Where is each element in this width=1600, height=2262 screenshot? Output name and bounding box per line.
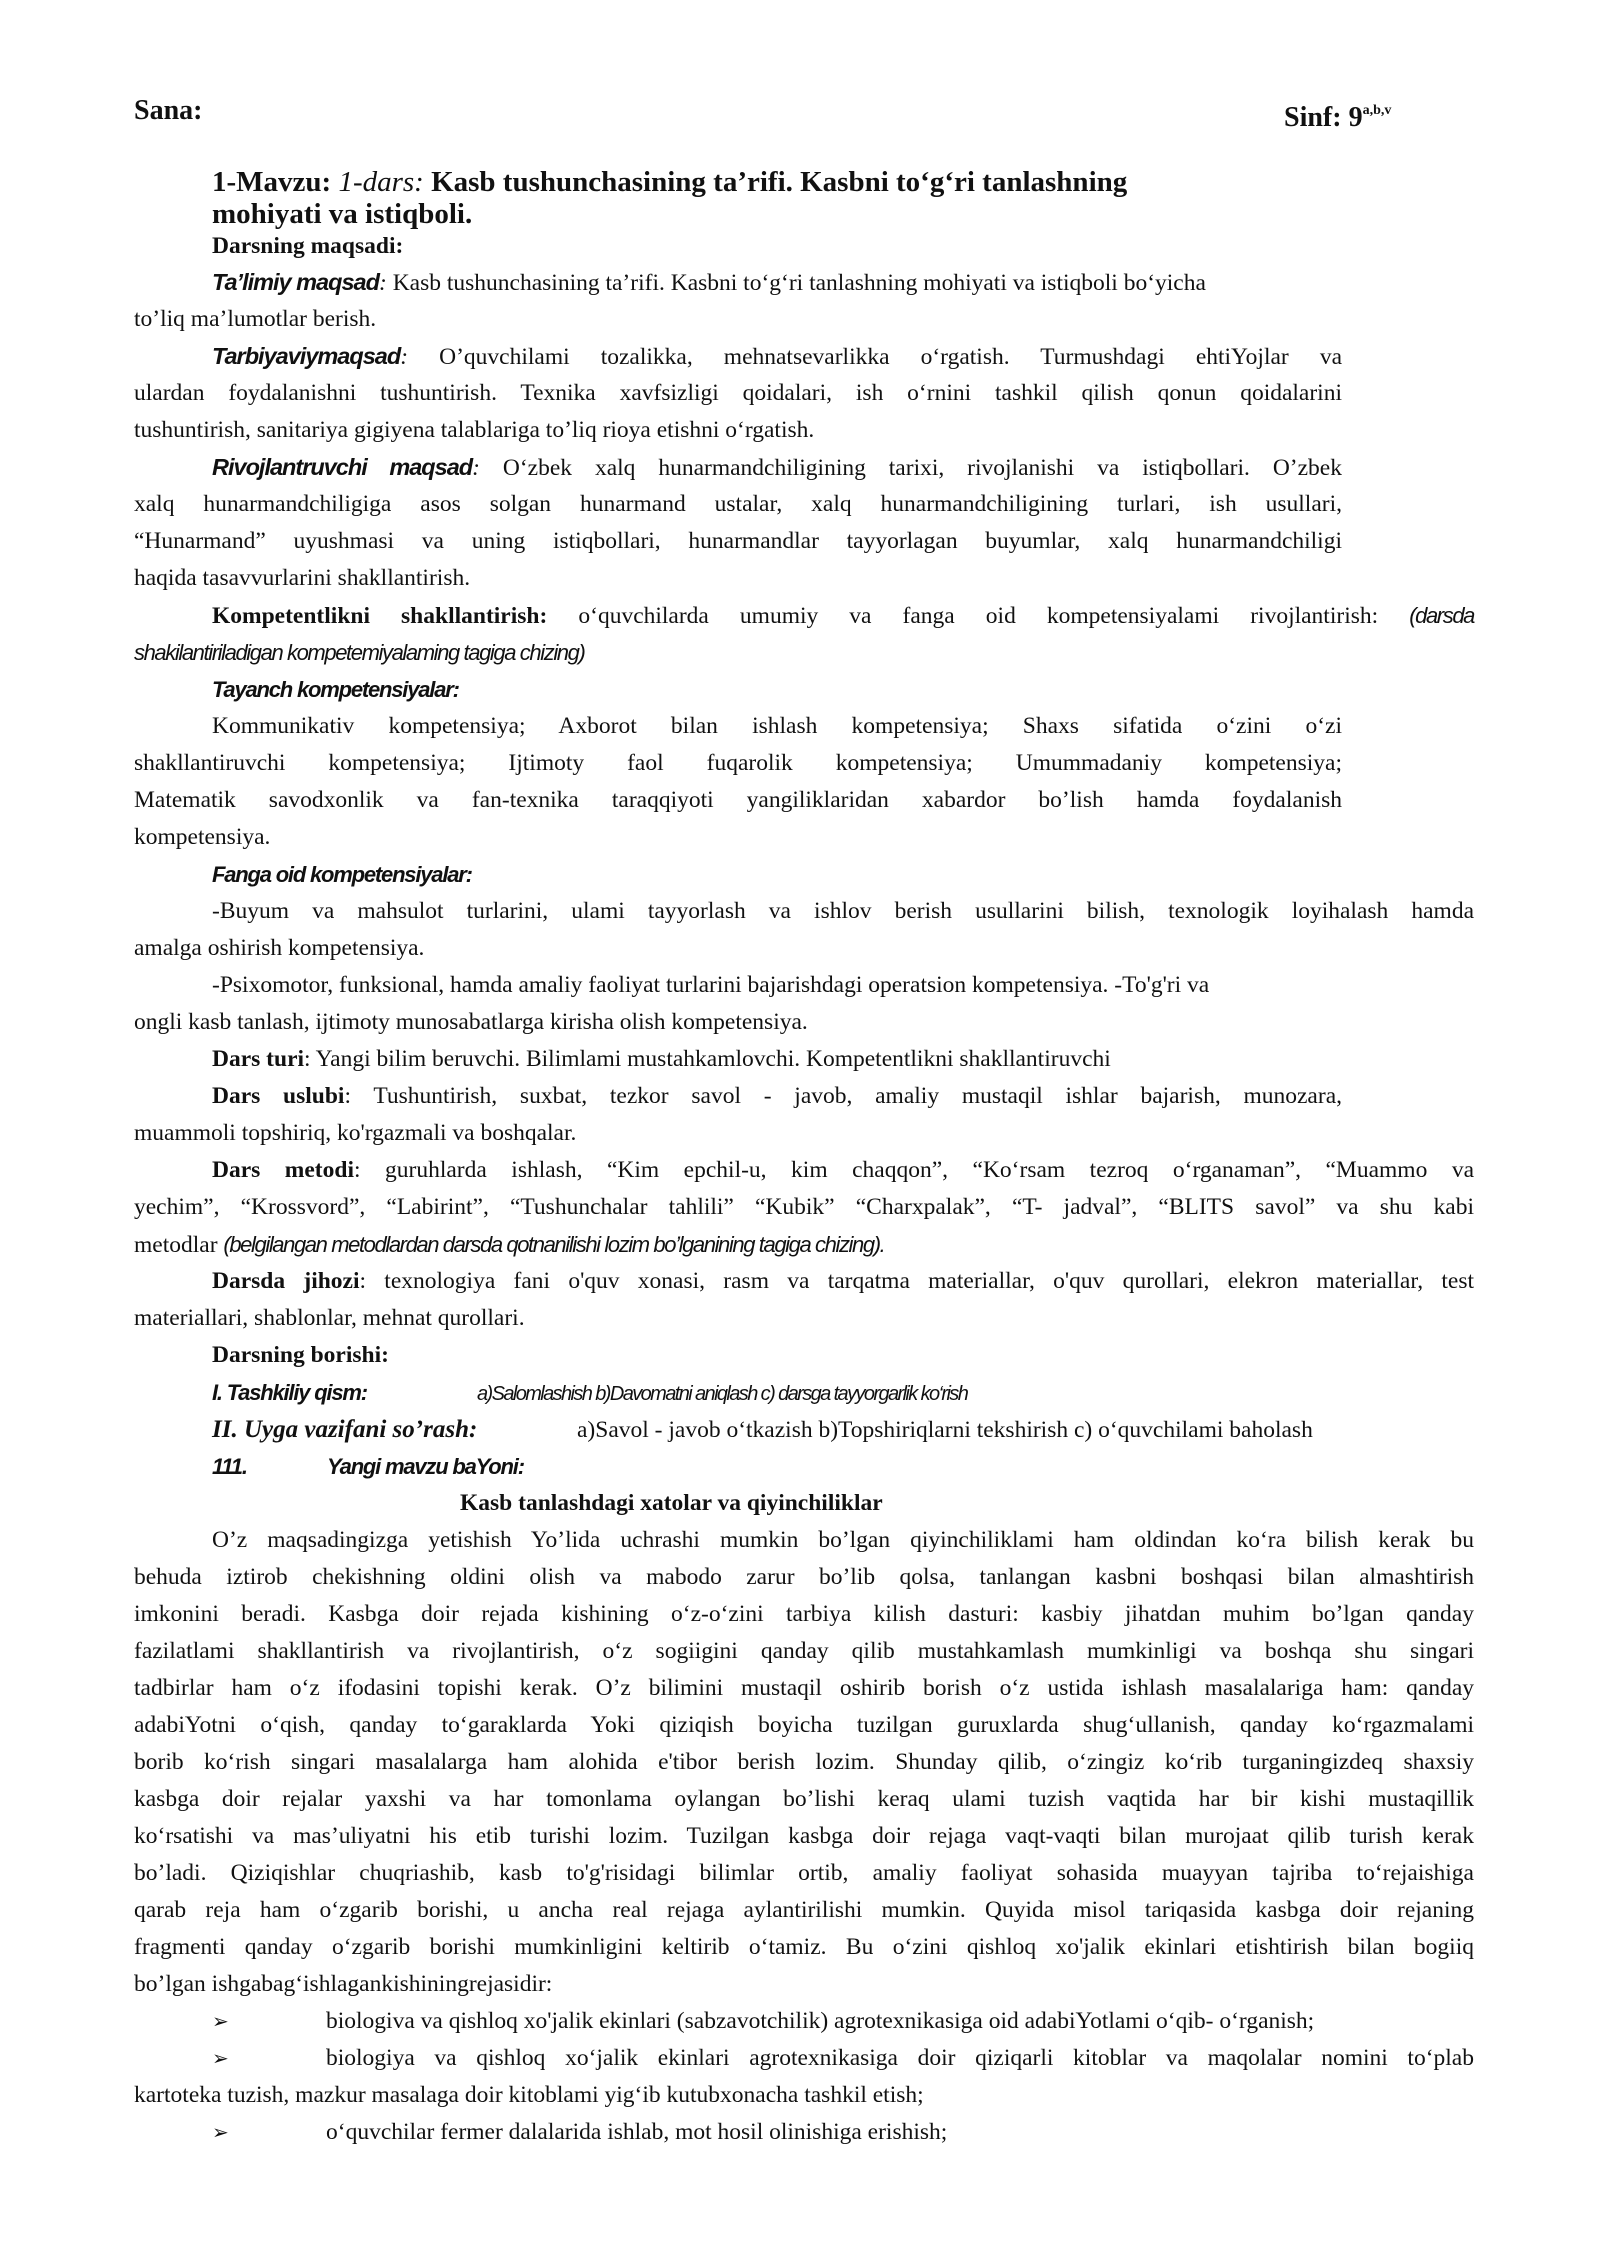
section-title: Kasb tanlashdagi xatolar va qiyinchiliklar [460,1490,883,1516]
lesson-equipment: Darsda jihozi: texnologiya fani o'quv xonasi, rasm va tarqatma materiallar, o'quv qurollari, elekron materiallar, test [212,1268,1474,1294]
upbringing-goal-cont2: tushuntirish, sanitariya gigiyena talablariga to’liq rioya etishni o‘rgatish. [134,417,815,443]
paragraph-line: O’z maqsadingizga yetishish Yo’lida uchrashi mumkin bo’lgan qiyinchiliklami ham oldindan ko‘ra bilish kerak bu [212,1527,1474,1553]
paragraph-line: qarab reja ham o‘zgarib borishi, u ancha real rejaga aylantirilishi mumkin. Quyida misol tariqasida kasbga doir rejaning [134,1897,1474,1923]
educational-goal: Ta’limiy maqsad: Kasb tushunchasining ta’rifi. Kasbni to‘g‘ri tanlashning mohiyati va istiqboli bo‘yicha [212,269,1206,296]
paragraph-line: bo’lgan ishgabag‘ishlagankishiningrejasidir: [134,1971,553,1997]
list-item: biologiva va qishloq xo'jalik ekinlari (sabzavotchilik) agrotexnikasiga oid adabiYotlami o‘qib- o‘rganish; [326,2008,1315,2034]
paragraph-line: fragmenti qanday o‘zgarib borishi mumkinligini keltirib o‘tamiz. Bu o‘zini qishloq xo'jalik ekinlari etishtirish bilan bogiiq [134,1934,1474,1960]
paragraph-line: ko‘rsatishi va mas’uliyatni his etib turishi lozim. Tuzilgan kasbga doir rejaga vaqt-vaqti bilan murojaat qilib turish kerak [134,1823,1474,1849]
objectives-heading: Darsning maqsadi: [212,233,404,259]
core-competencies-cont: shakllantiruvchi kompetensiya; Ijtimoty faol fuqarolik kompetensiya; Umummadaniy kompetensiya; [134,750,1342,776]
lesson-method-cont: yechim”, “Krossvord”, “Labirint”, “Tushunchalar tahlili” “Kubik” “Charxpalak”, “T- jadval”, “BLITS savol” va shu kabi [134,1194,1474,1220]
list-item: o‘quvchilar fermer dalalarida ishlab, mot hosil olinishiga erishish; [326,2119,948,2145]
lesson-title-line2: mohiyati va istiqboli. [212,198,473,230]
paragraph-line: kasbga doir rejalar yaxshi va har tomonlama oylangan bo’lishi keraq ulami tuzish vaqtida har bir kishi mustaqillik [134,1786,1474,1812]
stage-organizational: I. Tashkiliy qism: a)Salomlashish b)Davomatni aniqlash c) darsga tayyorgarlik ko‘rish [212,1380,968,1405]
date-label: Sana: [134,95,203,126]
list-item-cont: kartoteka tuzish, mazkur masalaga doir kitoblami yig‘ib kutubxonacha tashkil etish; [134,2082,924,2108]
paragraph-line: behuda iztirob chekishning oldini olish va mabodo zarur bo’lib qolsa, tanlangan kasbni boshqasi bilan almashtirish [134,1564,1474,1590]
paragraph-line: borib ko‘rish singari masalalarga ham alohida e'tibor berish lozim. Shunday qilib, o‘zingiz ko‘rib turganingizdeq shaxsiy [134,1749,1474,1775]
developmental-goal: Rivojlantruvchi maqsad: O‘zbek xalq hunarmandchiligining tarixi, rivojlanishi va istiqbollari. O’zbek [212,454,1342,481]
lesson-title: 1-Mavzu: 1-dars: Kasb tushunchasining ta’rifi. Kasbni to‘g‘ri tanlashning [212,166,1128,198]
list-item: biologiya va qishloq xo‘jalik ekinlari agrotexnikasiga doir qiziqarli kitoblar va maqolalar nomini to‘plab [326,2045,1474,2071]
arrow-bullet-icon: ➢ [212,2120,229,2144]
paragraph-line: fazilatlami shakllantirish va rivojlantirish, o‘z sogiigini qanday qilib mustahkamlash mumkinligi va boshqa shu singari [134,1638,1474,1664]
lesson-method: Dars metodi: guruhlarda ishlash, “Kim epchil-u, kim chaqqon”, “Ko‘rsam tezroq o‘rganaman”, “Muammo va [212,1157,1474,1183]
lesson-type: Dars turi: Yangi bilim beruvchi. Bilimlami mustahkamlovchi. Kompetentlikni shakllantiruvchi [212,1046,1111,1072]
developmental-goal-cont3: haqida tasavvurlarini shakllantirish. [134,565,471,591]
class-label: Sinf: 9$^{a,b,v}$ [1284,102,1392,133]
lesson-style: Dars uslubi: Tushuntirish, suxbat, tezkor savol - javob, amaliy mustaqil ishlar bajarish, munozara, [212,1083,1342,1109]
subject-competencies-text: -Buyum va mahsulot turlarini, ulami tayyorlash va ishlov berish usullarini bilish, texnologik loyihalash hamda [212,898,1474,924]
lesson-procedure-heading: Darsning borishi: [212,1342,389,1368]
competence-formation: Kompetentlikni shakllantirish: o‘quvchilarda umumiy va fanga oid kompetensiyalami rivojlantirish: (darsda [212,603,1474,629]
lesson-equipment-cont: materiallari, shablonlar, mehnat qurollari. [134,1305,525,1331]
subject-competencies-heading: Fanga oid kompetensiyalar: [212,862,472,887]
arrow-bullet-icon: ➢ [212,2009,229,2033]
core-competencies-cont3: kompetensiya. [134,824,271,850]
subject-competencies-text2: -Psixomotor, funksional, hamda amaliy faoliyat turlarini bajarishdagi operatsion kompetensiya. -To'g'ri va [212,972,1210,998]
core-competencies-cont2: Matematik savodxonlik va fan-texnika taraqqiyoti yangiliklaridan xabardor bo’lish hamda foydalanish [134,787,1342,813]
paragraph-line: adabiYotni o‘qish, qanday to‘garaklarda Yoki qiziqish boyicha tuzilgan guruxlarda shug‘ullanish, qanday ko‘rgazmalami [134,1712,1474,1738]
subject-competencies-cont: amalga oshirish kompetensiya. [134,935,425,961]
core-competencies-heading: Tayanch kompetensiyalar: [212,677,459,702]
educational-goal-cont: to’liq ma’lumotlar berish. [134,306,377,332]
upbringing-goal: Tarbiyaviymaqsad: O’quvchilami tozalikka, mehnatsevarlikka o‘rgatish. Turmushdagi ehtiYojlar va [212,343,1342,370]
developmental-goal-cont2: “Hunarmand” uyushmasi va uning istiqbollari, hunarmandlar tayyorlagan buyumlar, xalq hunarmandchiligi [134,528,1342,554]
lesson-method-cont2: metodlar (belgilangan metodlardan darsda qotnanilishi lozim bo’lganining tagiga chizing). [134,1232,885,1258]
lesson-style-cont: muammoli topshiriq, ko'rgazmali va boshqalar. [134,1120,577,1146]
core-competencies-text: Kommunikativ kompetensiya; Axborot bilan ishlash kompetensiya; Shaxs sifatida o‘zini o‘zi [212,713,1342,739]
paragraph-line: bo’ladi. Qiziqishlar chuqriashib, kasb to'g'risidagi bilimlar ortib, amaliy faoliyat sohasida muayyan tajriba to‘rejaishiga [134,1860,1474,1886]
stage-new-topic: 111. Yangi mavzu baYoni: [212,1454,524,1479]
stage-homework: II. Uyga vazifani so’rash: a)Savol - javob o‘tkazish b)Topshiriqlarni tekshirish c) o‘quvchilami baholash [212,1416,1313,1443]
paragraph-line: tadbirlar ham o‘z ifodasini topishi kerak. O’z bilimini mustaqil oshirib borish o‘z ustida ishlash masalalariga ham: qanday [134,1675,1474,1701]
arrow-bullet-icon: ➢ [212,2046,229,2070]
competence-formation-note: shakilantiriladigan kompetemiyalaming tagiga chizing) [134,640,585,665]
developmental-goal-cont: xalq hunarmandchiligiga asos solgan hunarmand ustalar, xalq hunarmandchiligining turlari, ish usullari, [134,491,1342,517]
subject-competencies-cont2: ongli kasb tanlash, ijtimoty munosabatlarga kirisha olish kompetensiya. [134,1009,808,1035]
upbringing-goal-cont: ulardan foydalanishni tushuntirish. Texnika xavfsizligi qoidalari, ish o‘rnini tashkil qilish qonun qoidalarini [134,380,1342,406]
paragraph-line: imkonini beradi. Kasbga doir rejada kishining o‘z-o‘zini tarbiya kilish dasturi: kasbiy jihatdan muhim bo’lgan qanday [134,1601,1474,1627]
